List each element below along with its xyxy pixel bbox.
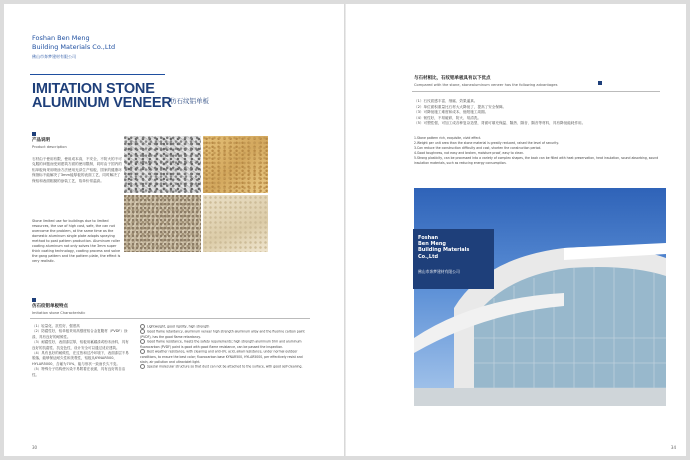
adv-heading-cn: 与石材相比，石纹铝单板具有以下优点 <box>414 76 491 81</box>
product-title-en <box>32 82 182 110</box>
box-company-en: Foshan Ben Meng Building Materials Co.,Ltd <box>418 235 470 260</box>
adv-item-en: 1.Stone pattern rich, exquisite, vivid effect. <box>414 136 482 140</box>
section-marker <box>598 81 602 85</box>
adv-list-en <box>414 136 662 165</box>
company-name-line1: Foshan Ben Meng <box>32 34 90 42</box>
bullet-icon <box>140 324 145 329</box>
adv-item-cn: （3）可降低施工难度和成本，缩短施工周期。 <box>414 110 489 115</box>
char-list-cn <box>32 324 132 378</box>
adv-item-cn: （1）石纹质感丰富、细腻、效果逼真。 <box>414 99 478 103</box>
char-item-en: Best weather resistance, with cleaning and anti-UV, acid, alkali resistance, under normal outdoor conditions, to ensure the best color; fluorocarbon base KYNAR500, HYLAR5000, per effectively resist and stain, air pollution and ultraviolet light. <box>140 349 303 364</box>
box-company-cn: 佛山市奔梦建材有限公司 <box>418 269 460 274</box>
bullet-icon <box>140 329 145 334</box>
page-number: 30 <box>32 445 38 450</box>
limestone-sample-image <box>203 195 268 252</box>
adv-list-cn <box>414 99 660 127</box>
desc-heading-en: Product description <box>32 145 67 149</box>
char-item-en: Good flame retardancy, aluminum veneer high strength aluminum alloy and the fluorine carbon paint (PVDF), has the good flame retardancy. <box>140 329 305 339</box>
char-heading-en: Imitation stone Characteristic <box>32 311 86 315</box>
adv-item-en: 4.Good toughness, not easy and broken, moisture proof, easy to clean. <box>414 150 525 155</box>
divider <box>30 318 310 319</box>
adv-item-en: 5.Strong plasticity, can be processed into a variety of complex shapes, the back can be filled with heat preservation, heat insulation, sound absorbing, sound insulation materials, such as reducing energy consumption. <box>414 155 659 165</box>
company-name-en <box>32 34 152 52</box>
adv-item-cn: （2）单位面积重量比石材大大降低了，提高了安全保障。 <box>414 104 507 109</box>
divider <box>412 91 660 92</box>
char-list-en <box>140 324 308 370</box>
adv-item-en: 2.Weight per unit area than the stone material is greatly reduced, raised the level of security. <box>414 140 559 145</box>
bullet-icon <box>140 364 145 369</box>
char-item-cn: （5）特殊分子结构使污染不易附着在表面，具有良好的自洁性。 <box>32 367 126 377</box>
adv-item-cn: （4）韧性好，不易破碎，防火、易清洗。 <box>414 115 481 120</box>
left-page <box>4 4 344 456</box>
char-item-cn: （1）轻量化、抗性好、强度高 <box>32 324 80 328</box>
header-rule <box>30 74 165 75</box>
char-item-en: Good flame resistance, meets the safety requirements; high strength aluminum trim and aluminum fluorocarbon (PVDF) paint is good with good flame resistance, can be passed the inspection. <box>140 339 302 349</box>
char-item-en: Lightweight, good rigidity, high strength <box>140 324 308 329</box>
adv-heading-en: Compared with the stone, stonealuminum veneer has the following advantages <box>414 83 558 87</box>
char-heading-cn: 仿石纹铝单板特点 <box>32 304 68 309</box>
adv-item-cn: （5）可塑性强，可加工成各种复杂造型，背面可填充保温、隔热、隔音、隔音等材料，具有降低能耗作用。 <box>414 121 586 126</box>
sandstone-sample-image <box>203 136 268 193</box>
building-illustration <box>414 188 666 406</box>
building-photo <box>414 188 666 406</box>
desc-text-cn: 石材由于使用有限，使用成本高，不安全，不防火的不可克服的问题而受到建筑方面的使用限制，同时由于国内的铝单板尚采用喷涂方法使用光泽生产铝板，国家的健康环保指标不能解决了3mm能厚板的表面工艺，同时解决了保铝和表面粗糙的涂装工艺，故单价常温高。 <box>32 157 122 183</box>
section-marker <box>32 132 36 136</box>
char-item-en: Special molecular structure so that dust can not be attached to the surface, with good self-cleaning. <box>140 364 308 369</box>
adv-item-en: 3.Can reduce the construction difficulty and cost, shorten the construction period. <box>414 145 542 150</box>
product-title-line1: IMITATION STONE <box>32 81 155 97</box>
page-number: 34 <box>670 445 676 450</box>
company-name-line2: Building Materials Co.,Ltd <box>32 43 116 51</box>
desc-text-en: Stone limited use for buildings due to limited resources, the use of high cost, safe, the can not overcome the problem, at the same time as the domestic aluminum single plate adopts spraying method to post pattern production. Aluminum roller coating aluminum not only solves the 3mm super thick coating technology, coating process and solve the gang pattern and the pattern plate, the effect is very realistic. <box>32 219 121 263</box>
company-label-box <box>413 229 494 289</box>
granite-sample-image <box>124 136 201 193</box>
product-title-line2: ALUMINUM VENEER <box>32 95 172 111</box>
company-name-cn: 佛山市奔梦建材有限公司 <box>32 54 76 59</box>
char-item-cn: （4）具有良好的耐候性，在过热和过冷环境下，表面漆层不易脱落，能够保证耐久性和美观性，铝板从KYNAR500、HYLAR5000，含氟为70%，能与形状一致而长久不变。 <box>32 351 129 366</box>
char-item-cn: （3）耐腐性好，表面漆层厚，铝板用氟碳漆或粉末涂料，具有良好的抗腐性、抗变色性，设计安全可以通过适应建筑。 <box>32 340 129 350</box>
right-page <box>346 4 686 456</box>
bullet-icon <box>140 349 145 354</box>
desc-heading-cn: 产品说明 <box>32 138 50 143</box>
section-marker <box>32 298 36 302</box>
bullet-icon <box>140 339 145 344</box>
char-item-cn: （2）防腐性好，铝单板采用高强度铝合金复腹材（PVDF）涂漆，具有良好的耐候性。 <box>32 329 128 339</box>
textured-stone-image <box>124 195 201 252</box>
product-title-cn: 仿石纹铝单板 <box>170 97 209 105</box>
